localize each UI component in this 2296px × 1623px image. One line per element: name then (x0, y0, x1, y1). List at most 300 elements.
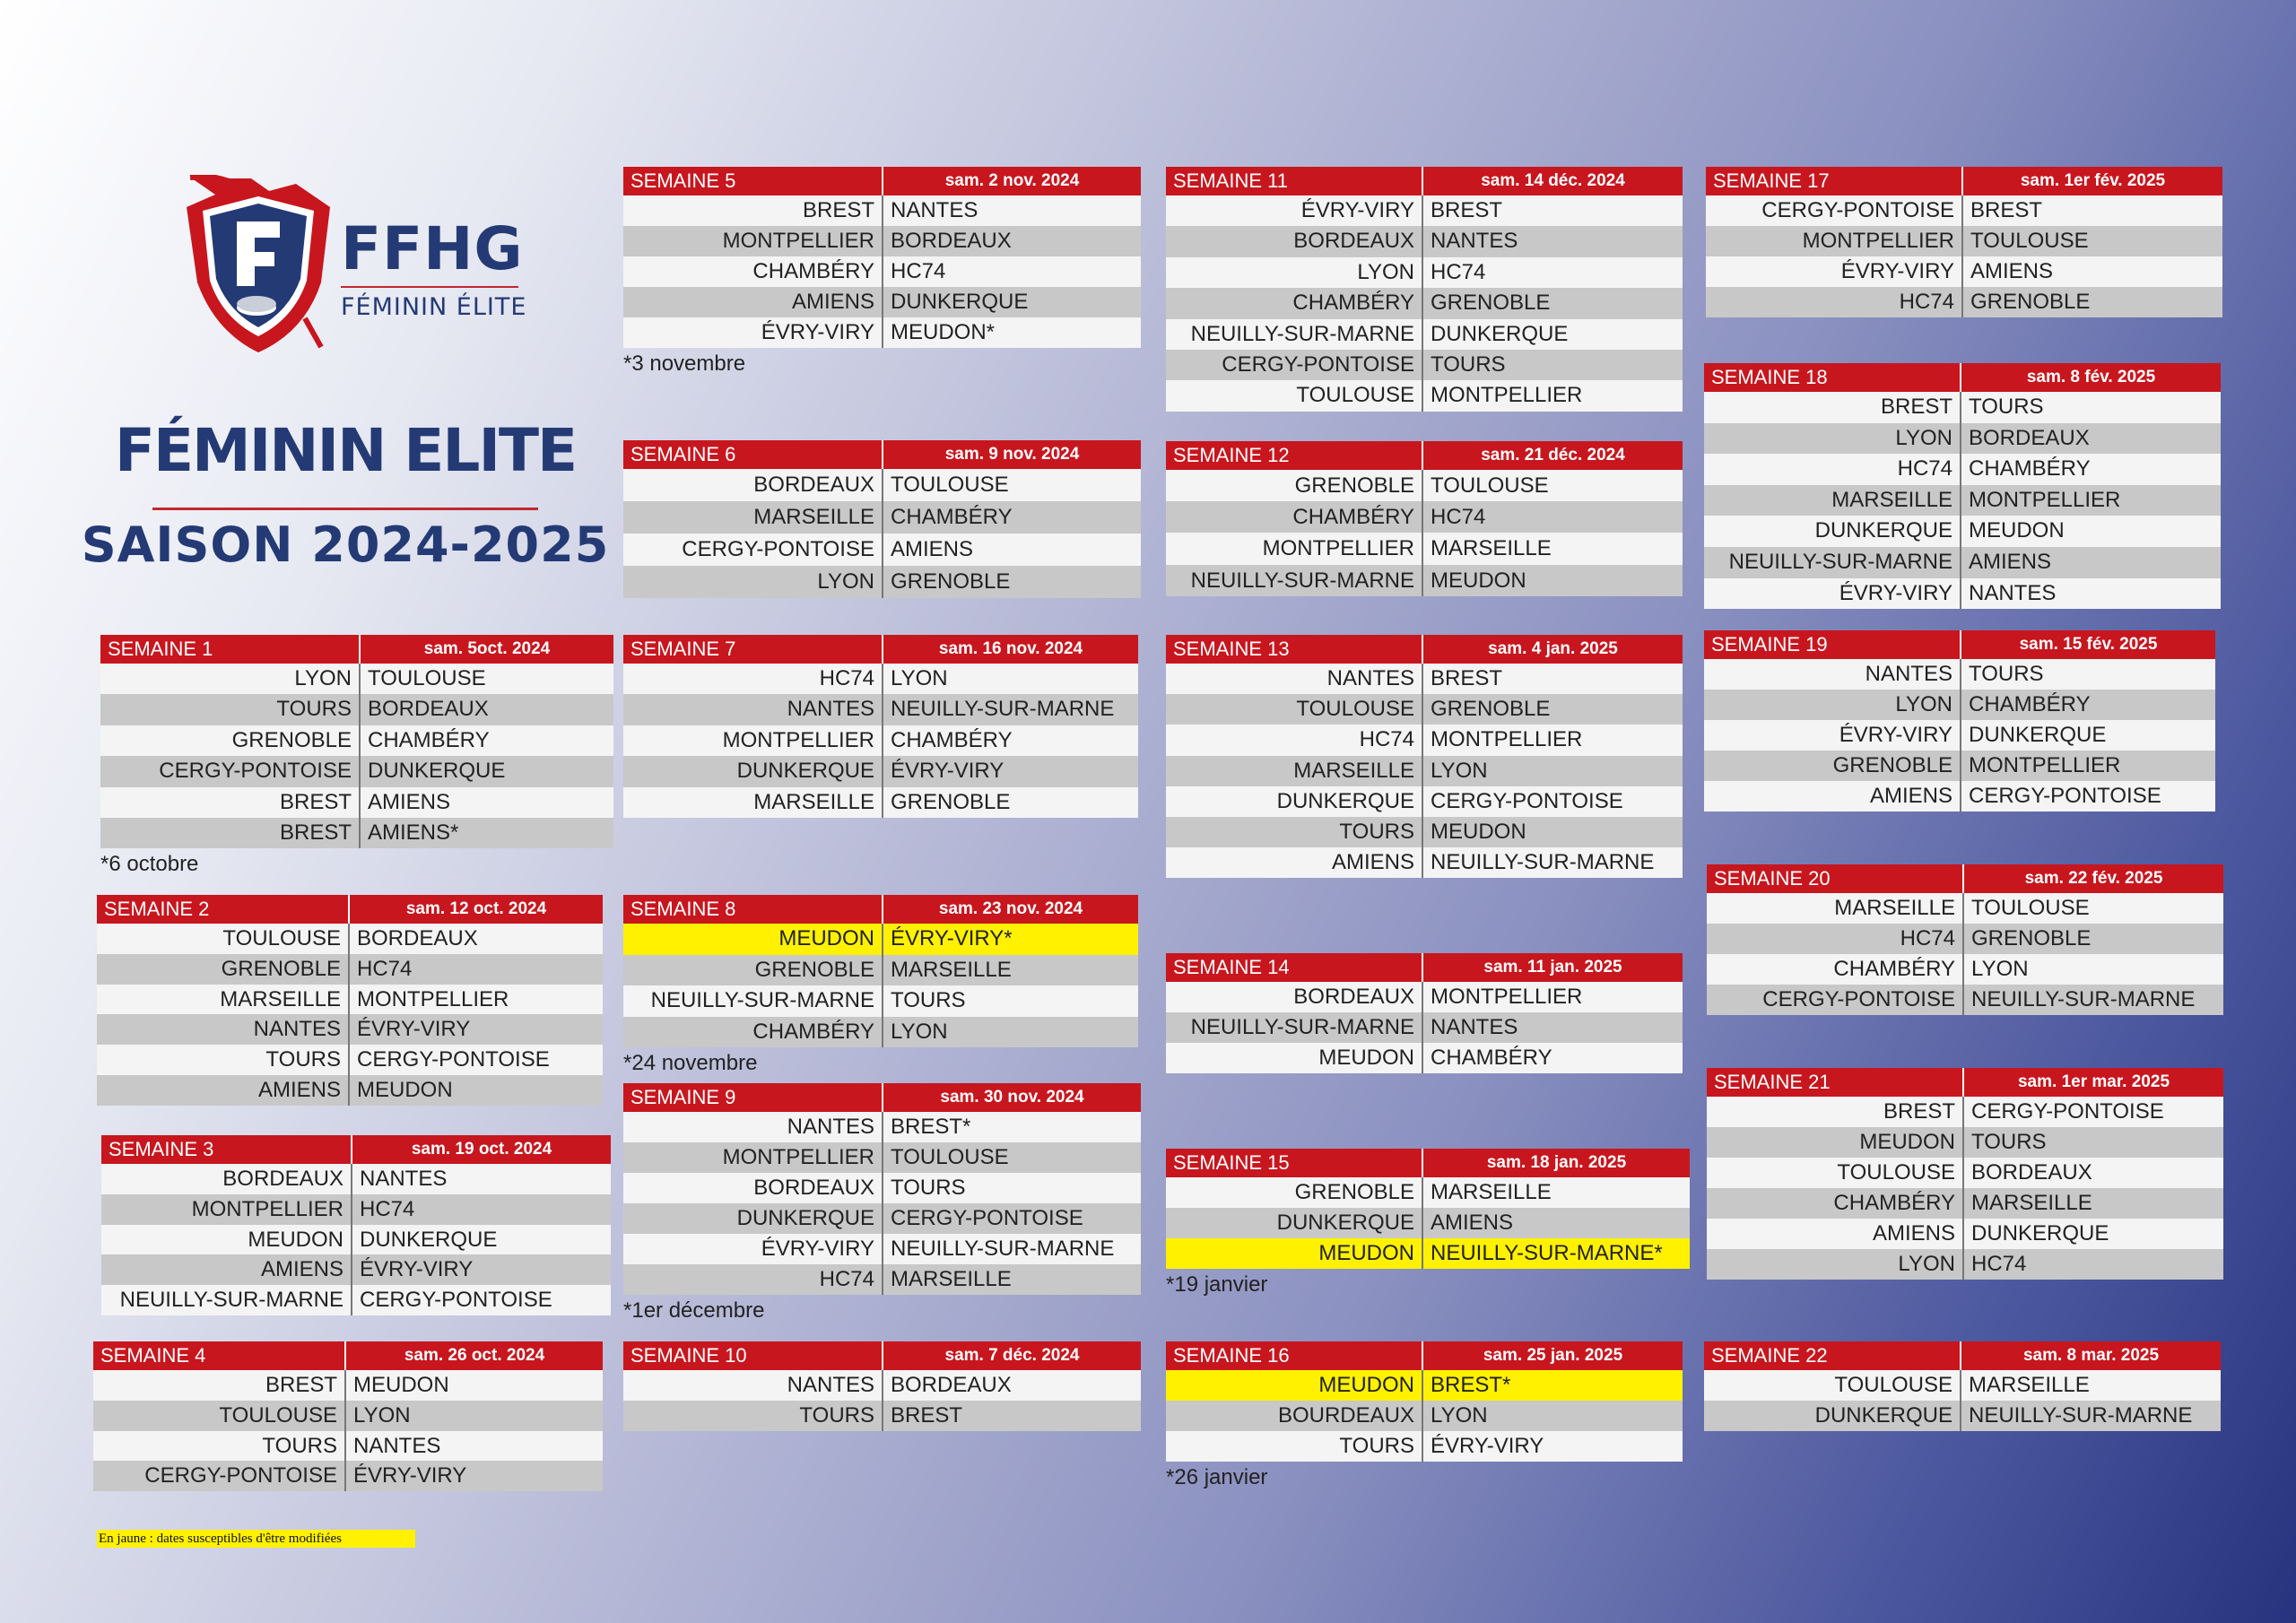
match-list (1706, 195, 2222, 317)
home-team: MARSEILLE (1707, 893, 1964, 924)
away-team: BREST* (1431, 1373, 1511, 1397)
home-team: BOURDEAUX (1166, 1401, 1423, 1431)
away-team: LYON (891, 666, 948, 690)
away-team: DUNKERQUE (368, 759, 506, 784)
match-row (623, 725, 1138, 756)
away-team: HC74 (1431, 259, 1486, 284)
week-header (623, 440, 1141, 469)
match-list (1166, 195, 1683, 412)
match-row (97, 985, 603, 1015)
week-date: sam. 23 nov. 2024 (938, 899, 1083, 918)
away-team: ÉVRY-VIRY (360, 1257, 474, 1282)
match-row (1704, 516, 2221, 547)
away-team: MARSEILLE (891, 1267, 1012, 1291)
match-list (623, 664, 1138, 818)
match-list (1166, 664, 1683, 878)
match-row (1704, 1401, 2221, 1431)
home-team: TOURS (623, 1401, 883, 1431)
home-team: NANTES (623, 1112, 883, 1142)
home-team: GRENOBLE (623, 955, 883, 986)
week-date: sam. 18 jan. 2025 (1486, 1153, 1627, 1172)
away-team: CHAMBÉRY (1969, 692, 2091, 716)
logo-subtitle: FÉMININ ÉLITE (341, 293, 527, 321)
home-team: AMIENS (1704, 781, 1961, 812)
match-row (623, 787, 1138, 818)
away-team: LYON (891, 1019, 948, 1044)
away-team: MARSEILLE (1431, 536, 1552, 561)
home-team: BREST (1704, 392, 1961, 423)
week-date: sam. 8 mar. 2025 (2022, 1346, 2160, 1365)
match-row (1166, 1431, 1683, 1462)
week-block (623, 167, 1141, 377)
home-team: BORDEAUX (101, 1164, 352, 1194)
away-team: TOURS (891, 1176, 966, 1200)
away-team: HC74 (360, 1196, 415, 1221)
match-row (1166, 1401, 1683, 1431)
match-row (623, 1142, 1141, 1173)
away-team: CERGY-PONTOISE (1971, 1099, 2164, 1124)
home-team: HC74 (623, 664, 883, 694)
away-team: CERGY-PONTOISE (1431, 788, 1623, 813)
away-team: ÉVRY-VIRY (357, 1017, 471, 1042)
away-team: MONTPELLIER (1969, 487, 2121, 512)
match-row (93, 1431, 603, 1462)
match-row (101, 1285, 611, 1315)
home-team: BORDEAUX (623, 1173, 883, 1203)
away-team: MEUDON (357, 1077, 453, 1102)
week-block (100, 635, 613, 877)
ffhg-logo (179, 175, 538, 363)
week-block (1706, 167, 2222, 317)
week-header (623, 167, 1141, 195)
match-row (623, 469, 1141, 501)
week-block (623, 635, 1138, 818)
away-team: HC74 (891, 259, 946, 283)
away-team: LYON (1431, 758, 1488, 783)
away-team: AMIENS* (368, 820, 459, 845)
match-list (623, 924, 1138, 1047)
match-row (1704, 659, 2215, 690)
match-row (97, 954, 603, 985)
week-label: SEMAINE 21 (1707, 1068, 1964, 1097)
match-row (1704, 392, 2221, 423)
match-row (623, 1234, 1141, 1264)
home-team: NANTES (97, 1014, 350, 1045)
match-row (1704, 690, 2215, 720)
away-team: BORDEAUX (1971, 1160, 2092, 1185)
week-footnote: *6 octobre (100, 852, 199, 877)
week-label: SEMAINE 10 (623, 1341, 883, 1370)
away-team: ÉVRY-VIRY (891, 759, 1004, 784)
away-team: MARSEILLE (1971, 1191, 2092, 1215)
match-row (101, 1194, 611, 1225)
week-block (1166, 1149, 1690, 1298)
home-team: LYON (623, 566, 883, 598)
match-list (93, 1370, 603, 1491)
week-date: sam. 22 fév. 2025 (2024, 869, 2163, 888)
match-row (1707, 1097, 2223, 1127)
match-row (1166, 470, 1683, 501)
week-block (1166, 441, 1683, 596)
match-row (1166, 817, 1683, 847)
week-label: SEMAINE 8 (623, 895, 883, 924)
match-list (1166, 1177, 1690, 1269)
home-team: CERGY-PONTOISE (1707, 985, 1964, 1015)
home-team: GRENOBLE (1704, 751, 1961, 781)
away-team: NEUILLY-SUR-MARNE (891, 1237, 1115, 1261)
match-row (1166, 1208, 1690, 1238)
away-team: DUNKERQUE (1971, 1221, 2109, 1245)
home-team: LYON (100, 664, 361, 694)
home-team: BREST (100, 818, 361, 848)
home-team: DUNKERQUE (623, 756, 883, 786)
week-label: SEMAINE 19 (1704, 630, 1961, 659)
week-label: SEMAINE 9 (623, 1083, 883, 1112)
away-team: BREST (1431, 666, 1503, 690)
away-team: CERGY-PONTOISE (357, 1047, 550, 1072)
home-team: MONTPELLIER (623, 1142, 883, 1173)
home-team: LYON (1704, 423, 1961, 455)
match-row (1166, 257, 1683, 288)
home-team: NANTES (623, 1370, 883, 1401)
home-team: AMIENS (1707, 1219, 1964, 1249)
match-row (1166, 288, 1683, 318)
home-team: TOURS (1166, 1431, 1423, 1462)
week-header (100, 635, 613, 664)
home-team: ÉVRY-VIRY (1706, 256, 1963, 287)
week-footnote: *26 janvier (1166, 1465, 1268, 1489)
match-list (101, 1164, 611, 1315)
away-team: TOULOUSE (1970, 229, 2089, 253)
match-row (97, 1075, 603, 1106)
match-row (623, 1203, 1141, 1234)
away-team: CHAMBÉRY (1431, 1046, 1552, 1070)
away-team: TOURS (1969, 662, 2044, 686)
match-row (100, 664, 613, 694)
away-team: BORDEAUX (368, 697, 489, 722)
home-team: CERGY-PONTOISE (1706, 195, 1963, 226)
home-team: MARSEILLE (1166, 756, 1423, 786)
away-team: GRENOBLE (1970, 290, 2091, 314)
week-footnote: *3 novembre (623, 352, 746, 376)
match-list (623, 1112, 1141, 1295)
away-team: BORDEAUX (1969, 425, 2090, 450)
away-team: MONTPELLIER (1431, 985, 1583, 1009)
away-team: GRENOBLE (1971, 926, 2092, 950)
away-team: BREST (891, 1403, 963, 1428)
week-label: SEMAINE 14 (1166, 953, 1423, 982)
away-team: AMIENS (891, 537, 974, 561)
home-team: HC74 (1704, 454, 1961, 485)
away-team: MARSEILLE (891, 957, 1012, 982)
home-team: BREST (100, 787, 361, 818)
away-team: NANTES (353, 1433, 441, 1458)
match-list (1707, 1097, 2223, 1280)
match-row (100, 756, 613, 786)
away-team: AMIENS (368, 789, 451, 814)
week-header (97, 895, 603, 924)
away-team: BREST* (891, 1115, 971, 1139)
match-row (1704, 720, 2215, 751)
home-team: HC74 (1166, 725, 1423, 755)
away-team: DUNKERQUE (891, 290, 1029, 314)
home-team: TOULOUSE (1166, 380, 1423, 411)
match-row (1707, 954, 2223, 985)
match-row (623, 664, 1138, 694)
away-team: LYON (353, 1402, 411, 1428)
week-header (623, 895, 1138, 924)
match-row (1166, 565, 1683, 596)
away-team: NEUILLY-SUR-MARNE (1971, 987, 2196, 1011)
away-team: CERGY-PONTOISE (1969, 784, 2161, 808)
match-row (1166, 694, 1683, 725)
away-team: TOULOUSE (1971, 896, 2090, 920)
away-team: CHAMBÉRY (368, 727, 490, 752)
week-block (1704, 630, 2215, 812)
home-team: MEUDON (101, 1225, 352, 1255)
away-team: BREST (1970, 198, 2043, 222)
match-list (97, 924, 603, 1106)
match-row (1166, 1043, 1683, 1073)
match-row (623, 924, 1138, 955)
home-team: NEUILLY-SUR-MARNE (1166, 565, 1423, 596)
week-header (1166, 1341, 1683, 1370)
match-row (97, 924, 603, 954)
match-row (623, 985, 1138, 1017)
match-row (101, 1164, 611, 1194)
match-row (1707, 924, 2223, 954)
away-team: MONTPELLIER (357, 986, 509, 1011)
week-block (1707, 864, 2223, 1015)
home-team: HC74 (623, 1264, 883, 1295)
home-team: ÉVRY-VIRY (623, 317, 883, 348)
match-row (97, 1014, 603, 1045)
away-team: TOURS (1971, 1130, 2047, 1154)
away-team: ÉVRY-VIRY (1431, 1434, 1544, 1458)
match-row (1166, 533, 1683, 564)
home-team: HC74 (1706, 287, 1963, 317)
week-label: SEMAINE 1 (100, 635, 361, 664)
shield-icon (179, 175, 336, 354)
away-team: HC74 (1971, 1252, 2027, 1276)
match-list (100, 664, 613, 848)
home-team: MEUDON (623, 924, 883, 955)
away-team: CHAMBÉRY (1969, 456, 2091, 482)
home-team: LYON (1166, 257, 1423, 288)
match-row (1166, 982, 1683, 1012)
away-team: CERGY-PONTOISE (891, 1206, 1083, 1230)
week-header (623, 1341, 1141, 1370)
home-team: CHAMBÉRY (623, 1017, 883, 1048)
match-row (1704, 578, 2221, 610)
away-team: CHAMBÉRY (891, 727, 1013, 752)
week-label: SEMAINE 20 (1707, 864, 1964, 893)
week-date: sam. 26 oct. 2024 (404, 1346, 545, 1365)
away-team: GRENOBLE (1431, 291, 1551, 316)
week-label: SEMAINE 18 (1704, 363, 1961, 392)
away-team: TOULOUSE (368, 666, 486, 690)
away-team: NEUILLY-SUR-MARNE (1431, 850, 1655, 875)
home-team: BORDEAUX (1166, 982, 1423, 1012)
home-team: TOURS (97, 1045, 350, 1075)
home-team: DUNKERQUE (1166, 1208, 1423, 1238)
week-label: SEMAINE 6 (623, 440, 883, 469)
home-team: CHAMBÉRY (1166, 288, 1423, 318)
week-header (1706, 167, 2222, 195)
away-team: NEUILLY-SUR-MARNE (891, 697, 1115, 722)
home-team: MARSEILLE (623, 787, 883, 818)
home-team: MONTPELLIER (101, 1194, 352, 1225)
week-footnote: *19 janvier (1166, 1272, 1268, 1297)
week-label: SEMAINE 3 (101, 1135, 352, 1164)
away-team: NANTES (360, 1167, 448, 1191)
away-team: MEUDON (353, 1373, 449, 1397)
week-block (623, 440, 1141, 598)
home-team: TOULOUSE (97, 924, 350, 954)
match-row (623, 566, 1141, 598)
home-team: DUNKERQUE (1704, 1401, 1961, 1431)
match-row (623, 317, 1141, 348)
week-block (97, 895, 603, 1106)
home-team: TOULOUSE (93, 1401, 346, 1431)
week-header (1166, 441, 1683, 470)
match-row (1706, 195, 2222, 226)
away-team: TOURS (1431, 352, 1506, 377)
away-team: MEUDON (1431, 819, 1526, 844)
week-label: SEMAINE 17 (1706, 167, 1963, 195)
logo-divider (341, 286, 518, 288)
match-list (1166, 982, 1683, 1073)
week-label: SEMAINE 2 (97, 895, 350, 924)
match-row (623, 256, 1141, 287)
away-team: LYON (1971, 957, 2029, 981)
match-list (1704, 1370, 2221, 1431)
match-row (1707, 1127, 2223, 1158)
home-team: NEUILLY-SUR-MARNE (623, 985, 883, 1017)
week-header (1166, 635, 1683, 664)
week-block (1166, 953, 1683, 1073)
match-row (1707, 1219, 2223, 1249)
home-team: AMIENS (623, 287, 883, 317)
away-team: CERGY-PONTOISE (360, 1288, 552, 1313)
week-date: sam. 15 fév. 2025 (2019, 635, 2158, 654)
week-block (1166, 167, 1683, 412)
away-team: TOULOUSE (891, 1145, 1009, 1169)
week-block (101, 1135, 611, 1315)
legend-note: En jaune : dates susceptibles d'être modifiées (97, 1530, 415, 1548)
week-label: SEMAINE 12 (1166, 441, 1423, 470)
home-team: DUNKERQUE (1166, 786, 1423, 817)
match-list (1704, 659, 2215, 812)
week-date: sam. 25 jan. 2025 (1483, 1346, 1623, 1365)
away-team: MEUDON (1431, 568, 1526, 593)
week-header (101, 1135, 611, 1164)
match-row (100, 787, 613, 818)
week-date: sam. 21 déc. 2024 (1481, 446, 1625, 464)
week-date: sam. 14 déc. 2024 (1481, 171, 1625, 190)
week-header (1704, 630, 2215, 659)
match-row (623, 534, 1141, 566)
week-label: SEMAINE 5 (623, 167, 883, 195)
season-title: SAISON 2024-2025 (81, 516, 610, 573)
home-team: GRENOBLE (100, 725, 361, 756)
home-team: CERGY-PONTOISE (93, 1461, 346, 1491)
match-list (1166, 470, 1683, 596)
week-date: sam. 8 fév. 2025 (2026, 368, 2156, 386)
title-divider (152, 508, 538, 510)
match-row (1707, 985, 2223, 1015)
away-team: ÉVRY-VIRY* (891, 926, 1013, 950)
home-team: CHAMBÉRY (1707, 1188, 1964, 1219)
away-team: BORDEAUX (891, 1373, 1012, 1397)
home-team: NANTES (623, 694, 883, 725)
week-label: SEMAINE 13 (1166, 635, 1423, 664)
week-date: sam. 16 nov. 2024 (938, 639, 1083, 658)
home-team: BORDEAUX (1166, 226, 1423, 256)
home-team: BORDEAUX (623, 469, 883, 501)
match-row (93, 1401, 603, 1431)
home-team: BREST (1707, 1097, 1964, 1127)
away-team: DUNKERQUE (360, 1227, 498, 1252)
away-team: GRENOBLE (891, 569, 1011, 594)
match-row (1704, 781, 2215, 812)
away-team: HC74 (357, 956, 413, 981)
match-list (623, 469, 1141, 598)
home-team: NANTES (1166, 664, 1423, 694)
away-team: GRENOBLE (1431, 697, 1551, 722)
match-row (623, 955, 1138, 986)
home-team: ÉVRY-VIRY (623, 1234, 883, 1264)
match-row (1166, 195, 1683, 226)
week-block (1704, 363, 2221, 609)
week-label: SEMAINE 11 (1166, 167, 1423, 195)
week-date: sam. 19 oct. 2024 (411, 1140, 552, 1159)
week-block (623, 895, 1138, 1076)
match-row (1166, 501, 1683, 533)
home-team: MARSEILLE (623, 501, 883, 534)
match-row (1166, 1177, 1690, 1208)
home-team: CERGY-PONTOISE (1166, 350, 1423, 380)
match-row (623, 1173, 1141, 1203)
home-team: MONTPELLIER (623, 725, 883, 756)
match-row (97, 1045, 603, 1075)
week-header (1707, 864, 2223, 893)
home-team: TOURS (93, 1431, 346, 1462)
match-row (1166, 226, 1683, 256)
match-row (623, 501, 1141, 534)
match-list (1707, 893, 2223, 1015)
away-team: HC74 (1431, 505, 1486, 530)
home-team: MARSEILLE (97, 985, 350, 1015)
away-team: NEUILLY-SUR-MARNE* (1431, 1241, 1663, 1265)
match-row (1166, 847, 1683, 878)
home-team: BREST (623, 195, 883, 226)
match-row (1707, 893, 2223, 924)
home-team: ÉVRY-VIRY (1704, 720, 1961, 751)
away-team: MEUDON* (891, 320, 996, 344)
home-team: CHAMBÉRY (623, 256, 883, 287)
match-row (1166, 350, 1683, 380)
home-team: GRENOBLE (1166, 1177, 1423, 1208)
match-row (623, 1017, 1138, 1048)
home-team: GRENOBLE (97, 954, 350, 985)
week-header (1166, 953, 1683, 982)
home-team: NEUILLY-SUR-MARNE (1166, 319, 1423, 350)
home-team: DUNKERQUE (623, 1203, 883, 1234)
home-team: GRENOBLE (1166, 470, 1423, 501)
match-row (101, 1254, 611, 1285)
away-team: MARSEILLE (1969, 1373, 2090, 1397)
